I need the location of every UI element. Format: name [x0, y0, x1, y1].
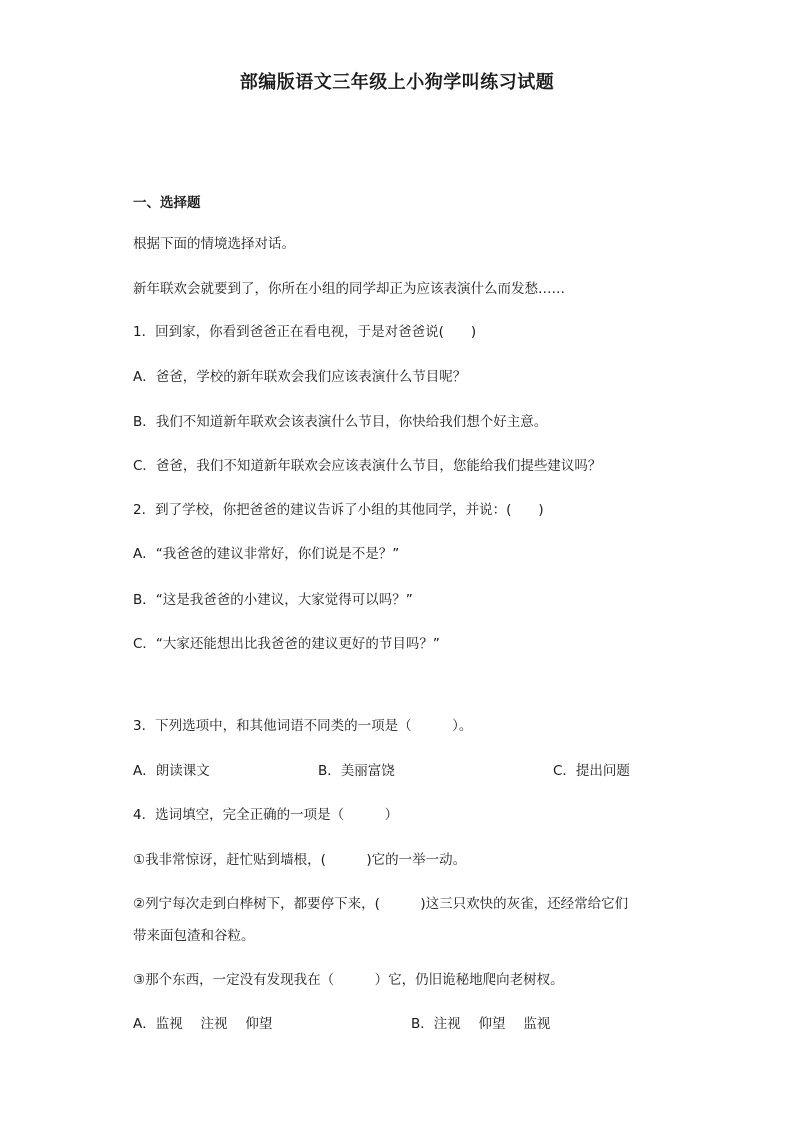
- question-4-option-a: A．监视 注视 仰望: [133, 1016, 273, 1032]
- scenario-text: 新年联欢会就要到了，你所在小组的同学却正为应该表演什么而发愁……: [133, 281, 565, 297]
- question-4-sentence-2-continued: 带来面包渣和谷粒。: [133, 928, 255, 944]
- question-1-option-a: A．爸爸，学校的新年联欢会我们应该表演什么节目呢？: [133, 369, 467, 385]
- question-1-option-b: B．我们不知道新年联欢会该表演什么节目，你快给我们想个好主意。: [133, 414, 548, 430]
- question-2-option-c: C．“大家还能想出比我爸爸的建议更好的节目吗？”: [133, 636, 440, 652]
- question-2-stem: 2．到了学校，你把爸爸的建议告诉了小组的其他同学，并说：( ): [133, 502, 544, 518]
- question-3-option-b: B．美丽富饶: [318, 763, 395, 779]
- instruction-text: 根据下面的情境选择对话。: [133, 236, 295, 252]
- question-3-option-a: A．朗读课文: [133, 763, 210, 779]
- question-4-sentence-2: ②列宁每次走到白桦树下，都要停下来，( )这三只欢快的灰雀，还经常给它们: [133, 896, 629, 912]
- question-2-option-a: A．“我爸爸的建议非常好，你们说是不是？”: [133, 546, 400, 562]
- question-1-option-c: C．爸爸，我们不知道新年联欢会应该表演什么节目，您能给我们提些建议吗？: [133, 458, 602, 474]
- question-3-option-c: C．提出问题: [553, 763, 630, 779]
- question-1-stem: 1．回到家，你看到爸爸正在看电视，于是对爸爸说( ): [133, 324, 477, 340]
- question-3-stem: 3．下列选项中，和其他词语不同类的一项是（ ）。: [133, 718, 473, 734]
- question-4-option-b: B．注视 仰望 监视: [411, 1016, 551, 1032]
- question-4-sentence-3: ③那个东西，一定没有发现我在（ ）它，仍旧诡秘地爬向老树杈。: [133, 972, 564, 988]
- page-title: 部编版语文三年级上小狗学叫练习试题: [239, 72, 555, 93]
- section-heading-choice: 一、选择题: [133, 195, 201, 211]
- question-4-stem: 4．选词填空，完全正确的一项是（ ）: [133, 807, 399, 823]
- question-2-option-b: B．“这是我爸爸的小建议，大家觉得可以吗？”: [133, 592, 413, 608]
- question-4-sentence-1: ①我非常惊讶，赶忙贴到墙根，( )它的一举一动。: [133, 852, 467, 868]
